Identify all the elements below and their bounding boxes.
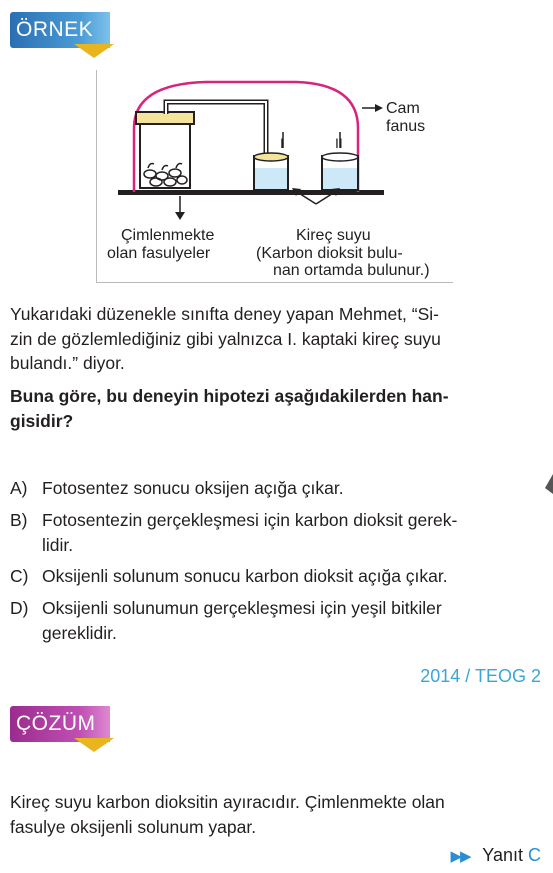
cozum-badge — [10, 706, 114, 742]
beans-label-line2: olan fasulyeler — [107, 245, 211, 262]
cozum-badge-label: ÇÖZÜM — [16, 712, 96, 735]
answer-letter: C — [528, 845, 541, 865]
option-a[interactable] — [10, 476, 542, 501]
option-b[interactable] — [10, 508, 542, 557]
cover-label-line2: fanus — [386, 118, 426, 135]
answer — [451, 845, 541, 866]
option-b-letter: B) — [10, 510, 28, 530]
beans-arrowhead — [175, 212, 185, 220]
limewater-label-line2: (Karbon dioksit bulu- — [256, 245, 403, 262]
beaker-one-liquid — [255, 168, 287, 189]
option-a-letter: A) — [10, 478, 28, 498]
option-c-text: Oksijenli solunum sonucu karbon dioksit açığa çıkar. — [42, 566, 448, 586]
option-b-text-cont: lidir. — [42, 534, 74, 555]
option-c[interactable] — [10, 564, 542, 589]
double-arrow-icon: ▶▶ — [450, 848, 470, 865]
beaker-two-liquid — [323, 168, 357, 189]
limewater-label-line3: nan ortamda bulunur.) — [273, 262, 430, 279]
question-prompt — [10, 384, 542, 433]
option-d-text-cont: gereklidir. — [42, 622, 117, 643]
question-intro — [10, 302, 542, 376]
cover-arrowhead — [375, 104, 383, 112]
solution-line1: Kireç suyu karbon dioksitin ayıracıdır. Çimlenmekte olan — [10, 792, 445, 812]
option-d-letter: D) — [10, 598, 29, 618]
limewater-label-line1: Kireç suyu — [296, 227, 371, 244]
exam-source: 2014 / TEOG 2 — [420, 666, 541, 686]
cover-label-line1: Cam — [386, 100, 420, 117]
ornek-badge-triangle — [74, 44, 114, 58]
option-d[interactable] — [10, 596, 542, 645]
option-d-text: Oksijenli solunumun gerçekleşmesi için yeşil bitkiler — [42, 598, 442, 618]
ornek-badge-label: ÖRNEK — [16, 18, 94, 41]
option-b-text: Fotosentezin gerçekleşmesi için karbon dioksit gerek- — [42, 510, 458, 530]
answer-label: Yanıt — [482, 845, 523, 865]
question-intro-line3: bulandı.” diyor. — [10, 353, 125, 373]
question-intro-line2: zin de gözlemlediğiniz gibi yalnızca I. kaptaki kireç suyu — [10, 328, 441, 349]
pencil-icon — [543, 474, 553, 494]
ornek-badge — [10, 12, 114, 48]
question-prompt-line1: Buna göre, bu deneyin hipotezi aşağıdakilerden han- — [10, 386, 449, 406]
beaker-two-rim — [322, 153, 358, 161]
option-a-text: Fotosentez sonucu oksijen açığa çıkar. — [42, 478, 344, 498]
beaker-one-rim — [254, 153, 288, 161]
question-intro-line1: Yukarıdaki düzenekle sınıfta deney yapan Mehmet, “Si- — [10, 304, 439, 324]
tube-two-label: II — [335, 135, 343, 151]
solution-line2: fasulye oksijenli solunum yapar. — [10, 816, 257, 837]
beans-label-line1: Çimlenmekte — [121, 227, 215, 244]
cozum-badge-triangle — [74, 738, 114, 752]
option-c-letter: C) — [10, 566, 29, 586]
question-prompt-line2: gisidir? — [10, 410, 74, 431]
solution-text — [10, 790, 542, 839]
tube-one-label: I — [280, 135, 284, 151]
